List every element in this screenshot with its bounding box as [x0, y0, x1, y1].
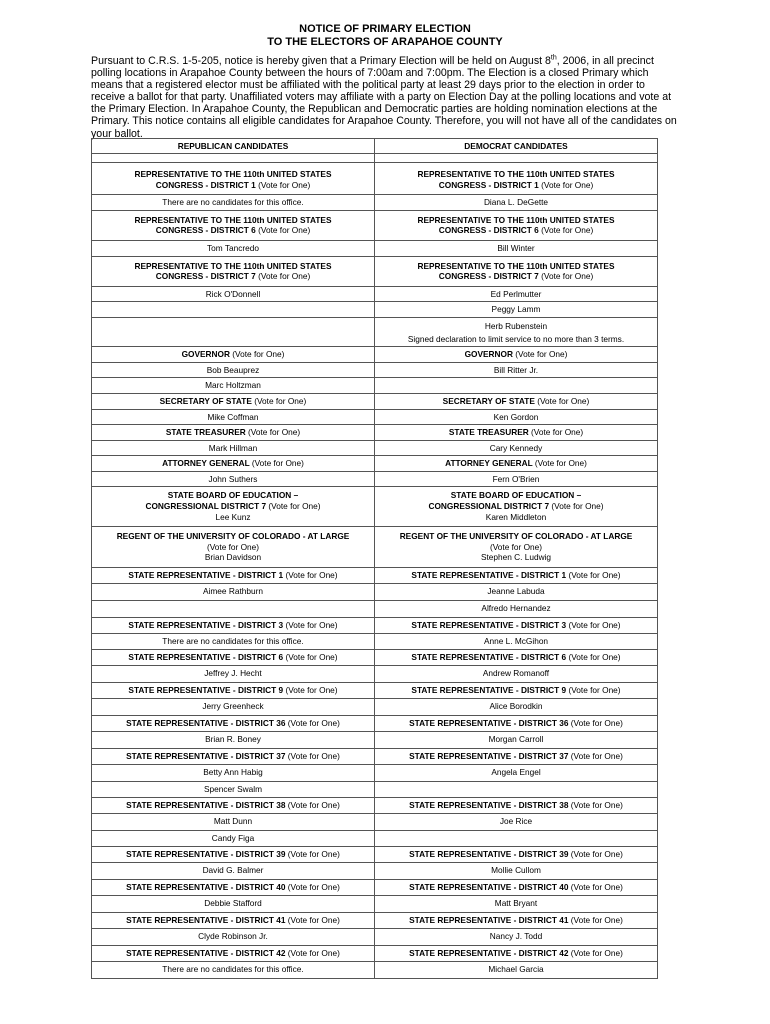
candidate-cell: Herb Rubenstein — [375, 317, 658, 331]
candidate-cell: There are no candidates for this office. — [92, 961, 375, 978]
vote-for-one-note: (Vote for One) — [537, 395, 590, 406]
candidate-cell — [375, 781, 658, 797]
office-heading: ATTORNEY GENERAL (Vote for One) — [92, 456, 375, 472]
vote-for-one-note: (Vote for One) — [248, 427, 301, 438]
candidate-cell: Tom Tancredo — [92, 240, 375, 256]
candidate-cell: John Suthers — [92, 471, 375, 487]
candidate-cell: Karen Middleton — [375, 512, 658, 527]
office-heading: STATE REPRESENTATIVE - DISTRICT 39 (Vote for One) — [92, 846, 375, 862]
vote-for-one-note: (Vote for One) — [287, 914, 340, 925]
candidate-cell: Mollie Cullom — [375, 862, 658, 879]
vote-for-one-note: (Vote for One) — [570, 881, 623, 892]
office-heading: STATE REPRESENTATIVE - DISTRICT 1 (Vote for One) — [375, 568, 658, 584]
candidate-cell: Joe Rice — [375, 813, 658, 830]
candidate-cell: Clyde Robinson Jr. — [92, 928, 375, 945]
office-heading: SECRETARY OF STATE (Vote for One) — [375, 393, 658, 409]
candidate-cell: Nancy J. Todd — [375, 928, 658, 945]
office-heading: CONGRESSIONAL DISTRICT 7 (Vote for One) — [92, 501, 375, 512]
vote-for-one-note: (Vote for One) — [232, 349, 285, 360]
candidate-cell: Fern O'Brien — [375, 471, 658, 487]
office-heading: STATE REPRESENTATIVE - DISTRICT 40 (Vote for One) — [375, 879, 658, 895]
candidate-cell: Mark Hillman — [92, 440, 375, 456]
vote-for-one-note: (Vote for One) — [287, 848, 340, 859]
office-heading: STATE REPRESENTATIVE - DISTRICT 41 (Vote for One) — [375, 912, 658, 928]
office-heading: STATE REPRESENTATIVE - DISTRICT 1 (Vote for One) — [92, 568, 375, 584]
candidate-cell: Ken Gordon — [375, 409, 658, 425]
notice-intro-paragraph — [91, 55, 681, 140]
republican-header: REPUBLICAN CANDIDATES — [92, 139, 375, 154]
candidate-cell: Matt Dunn — [92, 813, 375, 830]
candidate-cell: Cary Kennedy — [375, 440, 658, 456]
office-heading: REPRESENTATIVE TO THE 110th UNITED STATES — [375, 256, 658, 271]
vote-for-one-note: (Vote for One) — [541, 179, 594, 190]
vote-for-one-note: (Vote for One) — [92, 542, 375, 553]
office-heading: STATE REPRESENTATIVE - DISTRICT 9 (Vote for One) — [92, 682, 375, 698]
notice-title: NOTICE OF PRIMARY ELECTION — [299, 23, 471, 35]
vote-for-one-note: (Vote for One) — [285, 570, 338, 581]
office-heading: REPRESENTATIVE TO THE 110th UNITED STATES — [375, 210, 658, 225]
office-heading: STATE REPRESENTATIVE - DISTRICT 38 (Vote for One) — [375, 797, 658, 813]
office-heading: STATE TREASURER (Vote for One) — [375, 425, 658, 441]
candidate-cell: Stephen C. Ludwig — [375, 552, 658, 567]
vote-for-one-note: (Vote for One) — [285, 651, 338, 662]
vote-for-one-note: (Vote for One) — [375, 542, 658, 553]
candidate-cell: Rick O'Donnell — [92, 286, 375, 302]
candidate-cell: Aimee Rathburn — [92, 583, 375, 600]
candidate-cell: Michael Garcia — [375, 961, 658, 978]
vote-for-one-note: (Vote for One) — [254, 395, 307, 406]
candidate-note — [92, 332, 375, 347]
vote-for-one-note: (Vote for One) — [568, 619, 621, 630]
office-heading: STATE REPRESENTATIVE - DISTRICT 40 (Vote for One) — [92, 879, 375, 895]
candidate-cell: Anne L. McGihon — [375, 633, 658, 649]
candidate-cell: Bill Winter — [375, 240, 658, 256]
candidate-cell — [92, 317, 375, 331]
office-heading: SECRETARY OF STATE (Vote for One) — [92, 393, 375, 409]
office-heading: CONGRESSIONAL DISTRICT 7 (Vote for One) — [375, 501, 658, 512]
candidate-cell: Mike Coffman — [92, 409, 375, 425]
candidate-cell: Morgan Carroll — [375, 731, 658, 748]
office-heading: ATTORNEY GENERAL (Vote for One) — [375, 456, 658, 472]
intro-text-b: , 2006, in all precinct polling locations in Arapahoe County between the hours of 7:00am and 7:00pm. The Election is a closed Primary which means that a registered elector must be affiliated with the political party at least 29 days prior to the election in order to receive a ballot for that party. Unaffiliated voters may affiliate with a party on Election Day at the polling locations and vote at the Primary Election. In Arapahoe County, the Republican and Democratic parties are holding nomination elections at the Primary. This notice contains all eligible candidates for Arapahoe County. Therefore, you will not have all of the candidates on your ballot. — [91, 55, 677, 140]
candidate-cell: Diana L. DeGette — [375, 195, 658, 211]
candidate-cell: Jerry Greenheck — [92, 698, 375, 715]
office-heading: REGENT OF THE UNIVERSITY OF COLORADO - AT LARGE — [92, 527, 375, 542]
vote-for-one-note: (Vote for One) — [287, 750, 340, 761]
vote-for-one-note: (Vote for One) — [531, 427, 584, 438]
vote-for-one-note: (Vote for One) — [570, 799, 623, 810]
candidate-cell: Ed Perlmutter — [375, 286, 658, 302]
office-heading: STATE REPRESENTATIVE - DISTRICT 38 (Vote for One) — [92, 797, 375, 813]
office-heading: STATE REPRESENTATIVE - DISTRICT 37 (Vote for One) — [375, 748, 658, 764]
candidate-cell: Jeanne Labuda — [375, 583, 658, 600]
candidate-cell: David G. Balmer — [92, 862, 375, 879]
vote-for-one-note: (Vote for One) — [570, 717, 623, 728]
candidate-cell: There are no candidates for this office. — [92, 195, 375, 211]
office-heading: CONGRESS - DISTRICT 1 (Vote for One) — [92, 180, 375, 195]
candidate-cell: Jeffrey J. Hecht — [92, 665, 375, 682]
vote-for-one-note: (Vote for One) — [287, 947, 340, 958]
office-heading: STATE REPRESENTATIVE - DISTRICT 42 (Vote for One) — [92, 945, 375, 961]
candidate-cell: Brian Davidson — [92, 552, 375, 567]
office-heading: REPRESENTATIVE TO THE 110th UNITED STATES — [92, 163, 375, 180]
office-heading: CONGRESS - DISTRICT 7 (Vote for One) — [92, 271, 375, 286]
office-heading: STATE REPRESENTATIVE - DISTRICT 37 (Vote for One) — [92, 748, 375, 764]
vote-for-one-note: (Vote for One) — [570, 750, 623, 761]
candidate-cell: Andrew Romanoff — [375, 665, 658, 682]
vote-for-one-note: (Vote for One) — [541, 271, 594, 282]
office-heading: REPRESENTATIVE TO THE 110th UNITED STATES — [92, 256, 375, 271]
vote-for-one-note: (Vote for One) — [287, 881, 340, 892]
candidate-cell: Peggy Lamm — [375, 302, 658, 318]
candidate-cell: Debbie Stafford — [92, 895, 375, 912]
office-heading: REPRESENTATIVE TO THE 110th UNITED STATES — [375, 163, 658, 180]
vote-for-one-note: (Vote for One) — [258, 271, 311, 282]
candidate-cell: Spencer Swalm — [92, 781, 375, 797]
vote-for-one-note: (Vote for One) — [287, 799, 340, 810]
office-heading: STATE REPRESENTATIVE - DISTRICT 6 (Vote for One) — [375, 649, 658, 665]
office-heading: STATE REPRESENTATIVE - DISTRICT 41 (Vote for One) — [92, 912, 375, 928]
candidate-cell: Marc Holtzman — [92, 378, 375, 394]
spacer-cell — [375, 154, 658, 163]
office-heading: REPRESENTATIVE TO THE 110th UNITED STATES — [92, 210, 375, 225]
office-heading: STATE REPRESENTATIVE - DISTRICT 3 (Vote for One) — [92, 617, 375, 633]
vote-for-one-note: (Vote for One) — [258, 225, 311, 236]
office-heading: STATE REPRESENTATIVE - DISTRICT 6 (Vote for One) — [92, 649, 375, 665]
candidate-cell: Lee Kunz — [92, 512, 375, 527]
vote-for-one-note: (Vote for One) — [285, 684, 338, 695]
candidate-cell — [375, 830, 658, 846]
office-heading: STATE REPRESENTATIVE - DISTRICT 42 (Vote for One) — [375, 945, 658, 961]
candidate-cell: Alfredo Hernandez — [375, 600, 658, 617]
candidate-note: Signed declaration to limit service to no more than 3 terms. — [375, 332, 658, 347]
candidate-cell: Alice Borodkin — [375, 698, 658, 715]
office-heading: GOVERNOR (Vote for One) — [375, 347, 658, 363]
vote-for-one-note: (Vote for One) — [568, 651, 621, 662]
vote-for-one-note: (Vote for One) — [570, 947, 623, 958]
candidate-cell: Matt Bryant — [375, 895, 658, 912]
vote-for-one-note: (Vote for One) — [285, 619, 338, 630]
democrat-header: DEMOCRAT CANDIDATES — [375, 139, 658, 154]
office-heading: CONGRESS - DISTRICT 1 (Vote for One) — [375, 180, 658, 195]
notice-subtitle: TO THE ELECTORS OF ARAPAHOE COUNTY — [267, 36, 503, 48]
office-heading: STATE REPRESENTATIVE - DISTRICT 36 (Vote for One) — [92, 715, 375, 731]
office-heading: STATE REPRESENTATIVE - DISTRICT 3 (Vote for One) — [375, 617, 658, 633]
candidate-cell: Bill Ritter Jr. — [375, 362, 658, 378]
office-heading: GOVERNOR (Vote for One) — [92, 347, 375, 363]
office-heading: STATE REPRESENTATIVE - DISTRICT 9 (Vote for One) — [375, 682, 658, 698]
candidate-cell: Candy Figa — [92, 830, 375, 846]
intro-superscript: th — [550, 54, 557, 62]
office-heading: CONGRESS - DISTRICT 6 (Vote for One) — [92, 225, 375, 240]
office-heading: CONGRESS - DISTRICT 6 (Vote for One) — [375, 225, 658, 240]
office-heading: STATE BOARD OF EDUCATION – — [92, 487, 375, 501]
candidate-cell: Bob Beauprez — [92, 362, 375, 378]
office-heading: REGENT OF THE UNIVERSITY OF COLORADO - AT LARGE — [375, 527, 658, 542]
candidates-table — [91, 138, 658, 979]
intro-text-a: Pursuant to C.R.S. 1-5-205, notice is hereby given that a Primary Election will be held on August 8 — [91, 55, 551, 67]
office-heading: STATE BOARD OF EDUCATION – — [375, 487, 658, 501]
office-heading: CONGRESS - DISTRICT 7 (Vote for One) — [375, 271, 658, 286]
candidate-cell: Betty Ann Habig — [92, 764, 375, 781]
vote-for-one-note: (Vote for One) — [534, 458, 587, 469]
vote-for-one-note: (Vote for One) — [541, 225, 594, 236]
candidate-cell: There are no candidates for this office. — [92, 633, 375, 649]
vote-for-one-note: (Vote for One) — [251, 458, 304, 469]
candidate-cell — [92, 302, 375, 318]
vote-for-one-note: (Vote for One) — [570, 848, 623, 859]
vote-for-one-note: (Vote for One) — [568, 570, 621, 581]
office-heading: STATE REPRESENTATIVE - DISTRICT 39 (Vote for One) — [375, 846, 658, 862]
candidate-cell — [375, 378, 658, 394]
vote-for-one-note: (Vote for One) — [515, 349, 568, 360]
vote-for-one-note: (Vote for One) — [258, 179, 311, 190]
vote-for-one-note: (Vote for One) — [570, 914, 623, 925]
candidate-cell: Angela Engel — [375, 764, 658, 781]
vote-for-one-note: (Vote for One) — [568, 684, 621, 695]
office-heading: STATE REPRESENTATIVE - DISTRICT 36 (Vote for One) — [375, 715, 658, 731]
spacer-cell — [92, 154, 375, 163]
office-heading: STATE TREASURER (Vote for One) — [92, 425, 375, 441]
vote-for-one-note: (Vote for One) — [551, 501, 604, 512]
vote-for-one-note: (Vote for One) — [268, 501, 321, 512]
candidate-cell — [92, 600, 375, 617]
candidate-cell: Brian R. Boney — [92, 731, 375, 748]
vote-for-one-note: (Vote for One) — [287, 717, 340, 728]
